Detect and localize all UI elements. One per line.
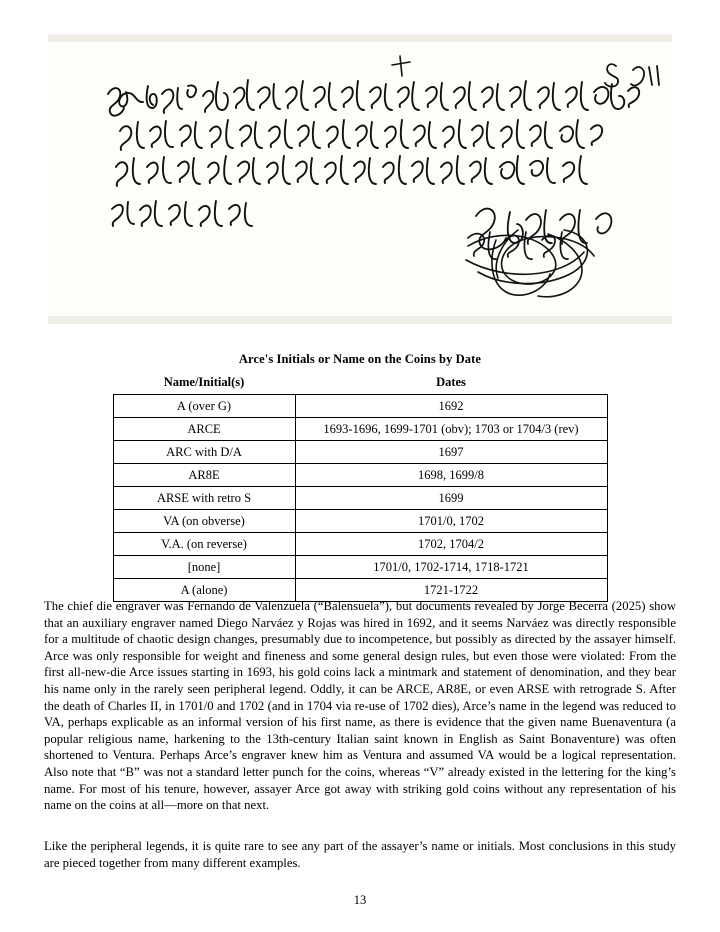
column-header-dates: Dates bbox=[436, 375, 466, 389]
cell-dates: 1693-1696, 1699-1701 (obv); 1703 or 1704/3 (rev) bbox=[295, 418, 607, 441]
table-row bbox=[113, 487, 607, 510]
cell-name: A (over G) bbox=[113, 395, 295, 418]
table-row bbox=[113, 441, 607, 464]
cell-name: ARSE with retro S bbox=[113, 487, 295, 510]
table-row bbox=[113, 533, 607, 556]
cell-dates: 1692 bbox=[295, 395, 607, 418]
table-row bbox=[113, 395, 607, 418]
cell-name: V.A. (on reverse) bbox=[113, 533, 295, 556]
cell-name: VA (on obverse) bbox=[113, 510, 295, 533]
cell-dates: 1721-1722 bbox=[295, 579, 607, 602]
cell-dates: 1697 bbox=[295, 441, 607, 464]
manuscript-illustration bbox=[48, 34, 672, 324]
body-paragraph-2: Like the peripheral legends, it is quite rare to see any part of the assayer’s name or initials. Most conclusions in this study are pieced together from many different examples. bbox=[44, 839, 676, 870]
table-header-row bbox=[113, 374, 607, 395]
table-title: Arce's Initials or Name on the Coins by Date bbox=[238, 352, 482, 366]
cell-name: [none] bbox=[113, 556, 295, 579]
manuscript-image bbox=[48, 34, 672, 324]
coin-initials-table-block bbox=[48, 352, 672, 602]
cell-dates: 1701/0, 1702 bbox=[295, 510, 607, 533]
cell-name: A (alone) bbox=[113, 579, 295, 602]
cell-dates: 1699 bbox=[295, 487, 607, 510]
column-header-name: Name/Initial(s) bbox=[163, 375, 245, 389]
table-row bbox=[113, 510, 607, 533]
table-row bbox=[113, 418, 607, 441]
coin-initials-table bbox=[113, 374, 608, 602]
cell-dates: 1698, 1699/8 bbox=[295, 464, 607, 487]
body-paragraph-1: The chief die engraver was Fernando de Valenzuela (“Balensuela”), but documents revealed by Jorge Becerra (2025) show that an auxiliary engraver named Diego Narváez y Rojas was hired in 1692, and it seems Narváez was directly responsible for a multitude of chaotic design changes, presumably due to incompetence, but possibly as directed by the assayer himself. Arce was only responsible for weight and fineness and some general design rules, but even those were violated: From the first all-new-die Arce issues starting in 1693, his gold coins lack a mintmark and statement of denomination, and they bear his name only in the rarely seen peripheral legend. Oddly, it can be ARCE, AR8E, or even ARSE with retrograde S. After the death of Charles II, in 1701/0 and 1702 (and in 1704 via re-use of 1702 dies), Arce’s name in the legend was reduced to VA, perhaps explicable as an informal version of his first name, as there is evidence that the given name Buenaventura (a popular religious name, harkening to the 13th-century Italian saint known in English as Saint Bonaventure) was often shortened to Ventura. Perhaps Arce’s engraver knew him as Ventura and assumed VA would be a logical representation. Also note that “B” was not a standard letter punch for the coins, whereas “V” already existed in the lettering for the king’s name. For most of his tenure, however, assayer Arce got away with striking gold coins without any representation of his name on the coins at all—more on that next. bbox=[44, 599, 676, 813]
cell-name: ARC with D/A bbox=[113, 441, 295, 464]
table-row bbox=[113, 464, 607, 487]
cell-name: AR8E bbox=[113, 464, 295, 487]
cell-dates: 1702, 1704/2 bbox=[295, 533, 607, 556]
cell-name: ARCE bbox=[113, 418, 295, 441]
page-number: 13 bbox=[353, 893, 367, 907]
cell-dates: 1701/0, 1702-1714, 1718-1721 bbox=[295, 556, 607, 579]
table-row bbox=[113, 556, 607, 579]
